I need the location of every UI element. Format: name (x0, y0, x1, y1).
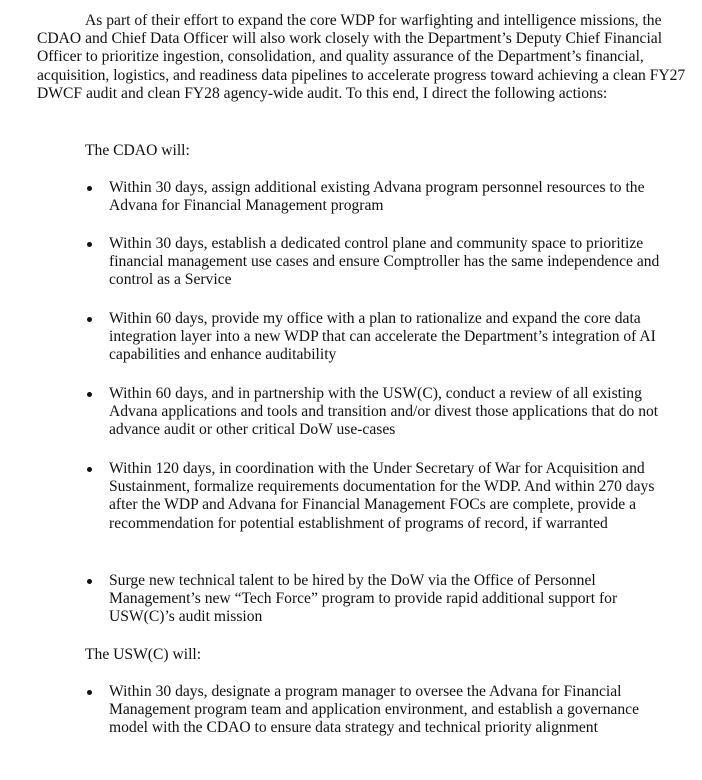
list-item (85, 310, 675, 365)
intro-paragraph (37, 12, 687, 103)
list-item-text: Within 30 days, establish a dedicated control plane and community space to prioritize financial management use cases and ensure Comptroller has the same independence and control as a Service (109, 235, 660, 289)
list-item-text: Within 60 days, and in partnership with the USW(C), conduct a review of all existing Advana applications and tools and transition and/or divest those applications that do not advance audit or other critical DoW use-cases (109, 385, 659, 439)
list-item-text: Surge new technical talent to be hired by the DoW via the Office of Personnel Management’s new “Tech Force” program to provide rapid additional support for USW(C)’s audit mission (109, 572, 618, 626)
intro-paragraph-text: As part of their effort to expand the core WDP for warfighting and intelligence missions, the CDAO and Chief Data Officer will also work closely with the Department’s Deputy Chief Financial Officer to prioritize ingestion, consolidation, and quality assurance of the Department’s financial, acquisition, logistics, and readiness data pipelines to accelerate progress toward achieving a clean FY27 DWCF audit and clean FY28 agency-wide audit. To this end, I direct the following actions: (37, 12, 686, 102)
list-item (85, 385, 675, 440)
list-item-text: Within 30 days, assign additional existing Advana program personnel resources to the Advana for Financial Management program (109, 179, 645, 215)
list-item (85, 572, 675, 627)
list-item-text: Within 30 days, designate a program manager to oversee the Advana for Financial Management program team and application environment, and establish a governance model with the CDAO to ensure data strategy and technical priority alignment (109, 683, 639, 737)
list-item (85, 235, 675, 290)
list-item (85, 179, 675, 215)
list-item-text: Within 120 days, in coordination with the Under Secretary of War for Acquisition and Sustainment, formalize requirements documentation for the WDP. And within 270 days after the WDP and Advana for Financial Management FOCs are complete, provide a recommendation for potential establishment of programs of record, if warranted (109, 460, 655, 532)
list-item (85, 460, 675, 533)
section-heading-cdao: The CDAO will: (85, 142, 190, 159)
list-item (85, 683, 675, 738)
list-item-text: Within 60 days, provide my office with a plan to rationalize and expand the core data integration layer into a new WDP that can accelerate the Department’s integration of AI capabilities and enhance auditability (109, 310, 656, 364)
section-heading-uswc: The USW(C) will: (85, 646, 202, 663)
